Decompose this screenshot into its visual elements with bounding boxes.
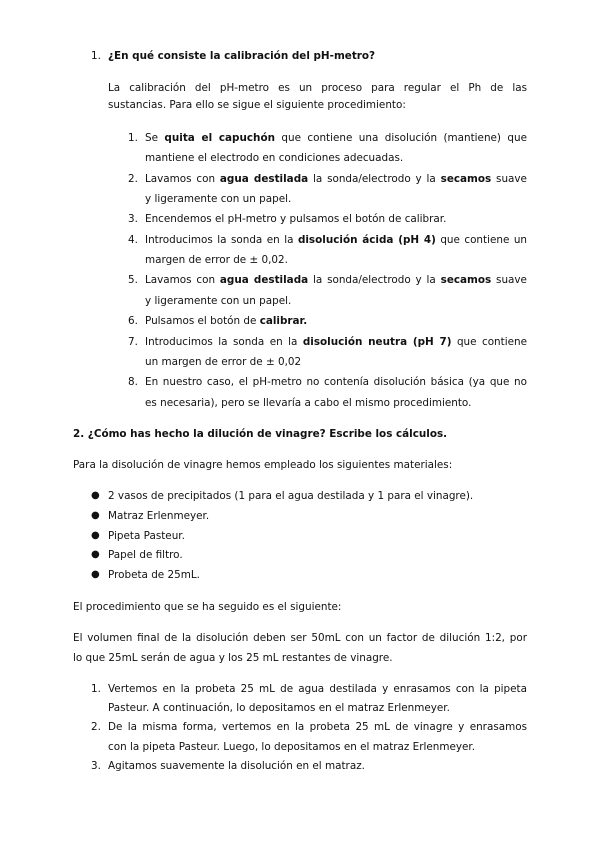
step-2-line-1: Lavamos con agua destilada la sonda/electrodo y la secamos suave (145, 173, 527, 185)
step-2-number: 2. (128, 173, 138, 185)
step-5-line-1: Lavamos con agua destilada la sonda/electrodo y la secamos suave (145, 274, 527, 286)
section-1-intro-line-1: La calibración del pH-metro es un proceso para regular el Ph de las (108, 82, 527, 94)
volume-paragraph-line-1: El volumen final de la disolución deben ser 50mL con un factor de dilución 1:2, por (73, 632, 527, 644)
procedure-step-2-line-1: De la misma forma, vertemos en la probeta 25 mL de vinagre y enrasamos (108, 721, 527, 733)
step-7-line-2: un margen de error de ± 0,02 (145, 356, 302, 368)
material-item: Pipeta Pasteur. (108, 530, 185, 542)
step-8-line-2: es necesaria), pero se llevaría a cabo el mismo procedimiento. (145, 397, 472, 409)
materials-intro: Para la disolución de vinagre hemos empleado los siguientes materiales: (73, 459, 453, 471)
step-3-number: 3. (128, 213, 138, 225)
step-3-line-1: Encendemos el pH-metro y pulsamos el botón de calibrar. (145, 213, 447, 225)
procedure-step-2-line-2: con la pipeta Pasteur. Luego, lo depositamos en el matraz Erlenmeyer. (108, 741, 476, 753)
procedure-step-2-number: 2. (91, 721, 101, 733)
step-7-line-1: Introducimos la sonda en la disolución neutra (pH 7) que contiene (145, 336, 527, 348)
step-6-number: 6. (128, 315, 138, 327)
procedure-step-1-number: 1. (91, 683, 101, 695)
step-1-line-2: mantiene el electrodo en condiciones adecuadas. (145, 152, 404, 164)
material-item: Probeta de 25mL. (108, 569, 200, 581)
material-item: Papel de filtro. (108, 549, 183, 561)
step-5-line-2: y ligeramente con un papel. (145, 295, 292, 307)
material-item: Matraz Erlenmeyer. (108, 510, 210, 522)
step-1-line-1: Se quita el capuchón que contiene una disolución (mantiene) que (145, 132, 527, 144)
procedure-step-1-line-2: Pasteur. A continuación, lo depositamos en el matraz Erlenmeyer. (108, 702, 450, 714)
bullet-icon: ● (91, 510, 100, 521)
step-5-number: 5. (128, 274, 138, 286)
step-6-line-1: Pulsamos el botón de calibrar. (145, 315, 308, 327)
step-4-line-2: margen de error de ± 0,02. (145, 254, 288, 266)
step-8-number: 8. (128, 376, 138, 388)
step-1-number: 1. (128, 132, 138, 144)
procedure-step-1-line-1: Vertemos en la probeta 25 mL de agua destilada y enrasamos con la pipeta (108, 683, 527, 695)
procedure-step-3-line-1: Agitamos suavemente la disolución en el matraz. (108, 760, 365, 772)
step-4-line-1: Introducimos la sonda en la disolución ácida (pH 4) que contiene un (145, 234, 527, 246)
section-1-intro-line-2: sustancias. Para ello se sigue el siguiente procedimiento: (108, 99, 406, 111)
material-item: 2 vasos de precipitados (1 para el agua destilada y 1 para el vinagre). (108, 490, 474, 502)
step-2-line-2: y ligeramente con un papel. (145, 193, 292, 205)
step-8-line-1: En nuestro caso, el pH-metro no contenía disolución básica (ya que no (145, 376, 527, 388)
bullet-icon: ● (91, 530, 100, 541)
bullet-icon: ● (91, 569, 100, 580)
bullet-icon: ● (91, 549, 100, 560)
volume-paragraph-line-2: lo que 25mL serán de agua y los 25 mL restantes de vinagre. (73, 652, 393, 664)
procedure-step-3-number: 3. (91, 760, 101, 772)
step-4-number: 4. (128, 234, 138, 246)
section-1-number: 1. (91, 50, 101, 62)
step-7-number: 7. (128, 336, 138, 348)
section-2-heading: 2. ¿Cómo has hecho la dilución de vinagre? Escribe los cálculos. (73, 428, 448, 440)
section-1-heading: ¿En qué consiste la calibración del pH-metro? (108, 50, 376, 62)
procedure-intro: El procedimiento que se ha seguido es el siguiente: (73, 601, 342, 613)
bullet-icon: ● (91, 490, 100, 501)
